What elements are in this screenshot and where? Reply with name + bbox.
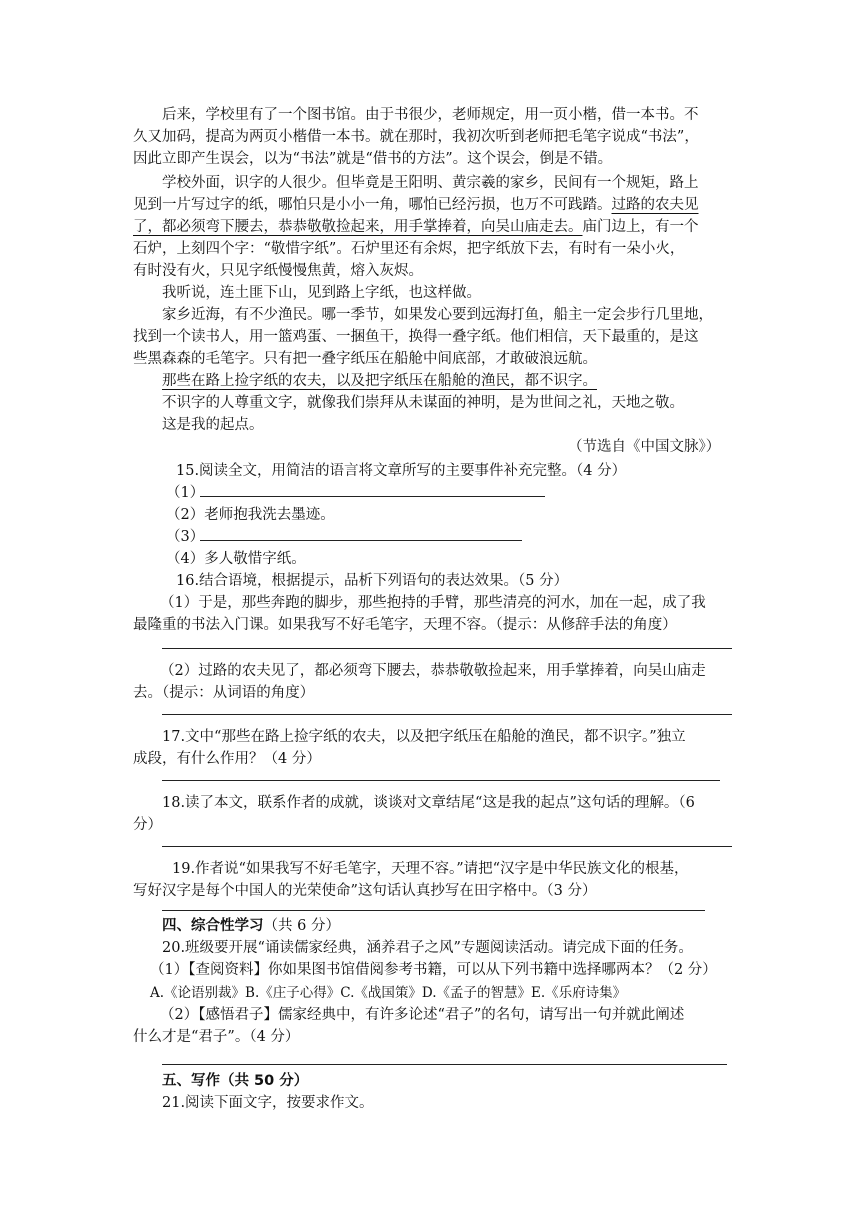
answer-label: （1）	[166, 485, 205, 501]
question-19: 写好汉字是每个中国人的光荣使命”这句话认真抄写在田字格中。（3 分）	[133, 883, 597, 899]
sub-question: （2）老师抱我洗去墨迹。	[166, 507, 335, 523]
section-heading: 五、写作（共 50 分）	[162, 1073, 309, 1089]
sub-question: 去。（提示：从词语的角度）	[133, 685, 315, 701]
text-span: 庙门边上，有一个	[582, 219, 699, 235]
text-span: 见到一片写过字的纸，哪怕只是小小一角，哪怕已经污损，也万不可践踏。	[133, 197, 612, 213]
sub-question: （2）过路的农夫见了，都必须弯下腰去，恭恭敬敬捡起来，用手掌捧着，向吴山庙走	[160, 663, 706, 679]
question-15: 15.阅读全文，用简洁的语言将文章所写的主要事件补充完整。（4 分）	[176, 463, 627, 479]
paragraph-line: 这是我的起点。	[162, 417, 264, 433]
paragraph-line: 学校外面，识字的人很少。但毕竟是王阳明、黄宗羲的家乡，民间有一个规矩，路上	[162, 175, 699, 191]
question-21: 21.阅读下面文字，按要求作文。	[162, 1095, 374, 1111]
book-options: A.《论语别裁》B.《庄子心得》C.《战国策》D.《孟子的智慧》E.《乐府诗集》	[150, 985, 627, 1001]
underlined-sentence: 过路的农夫见	[611, 197, 699, 213]
question-18: 分）	[133, 817, 162, 833]
underlined-paragraph: 那些在路上捡字纸的农夫，以及把字纸压在船舱的渔民，都不识字。	[162, 373, 597, 389]
paragraph-line: 不识字的人尊重文字，就像我们崇拜从未谋面的神明，是为世间之礼，天地之敬。	[162, 395, 684, 411]
question-17: 17.文中“那些在路上捡字纸的农夫，以及把字纸压在船舱的渔民，都不识字。”独立	[162, 729, 686, 745]
sub-question: （4）多人敬惜字纸。	[166, 551, 306, 567]
paragraph-line: 久又加码，提高为两页小楷借一本书。就在那时，我初次听到老师把毛笔字说成“书法”，	[133, 129, 699, 145]
answer-line[interactable]	[200, 540, 522, 541]
answer-line[interactable]	[162, 1064, 727, 1065]
answer-line[interactable]	[162, 780, 720, 781]
answer-label: （3）	[166, 529, 205, 545]
paragraph-line: 石炉，上刻四个字：“敬惜字纸”。石炉里还有余烬，把字纸放下去，有时有一朵小火，	[133, 241, 685, 257]
sub-question: 最隆重的书法入门课。如果我写不好毛笔字，天理不容。（提示：从修辞手法的角度）	[133, 617, 677, 633]
paragraph-line	[133, 195, 699, 215]
section-title: 四、综合性学习	[162, 918, 264, 934]
answer-line[interactable]	[200, 496, 545, 497]
answer-line[interactable]	[162, 846, 732, 847]
sub-question: （1）于是，那些奔跑的脚步，那些抱持的手臂，那些清亮的河水，加在一起，成了我	[160, 595, 706, 611]
question-18: 18.读了本文，联系作者的成就，谈谈对文章结尾“这是我的起点”这句话的理解。（6	[162, 795, 695, 811]
paragraph-line: 找到一个读书人，用一篮鸡蛋、一捆鱼干，换得一叠字纸。他们相信，天下最重的，是这	[133, 329, 699, 345]
question-16: 16.结合语境，根据提示，品析下列语句的表达效果。（5 分）	[176, 573, 569, 589]
answer-line[interactable]	[162, 714, 732, 715]
paragraph-line: 我听说，连土匪下山，见到路上字纸，也这样做。	[162, 285, 481, 301]
paragraph-line: 因此立即产生误会，以为“书法”就是“借书的方法”。这个误会，倒是不错。	[133, 151, 613, 167]
question-19: 19.作者说“如果我写不好毛笔字，天理不容。”请把“汉字是中华民族文化的根基，	[172, 861, 689, 877]
question-17: 成段，有什么作用？（4 分）	[133, 751, 321, 767]
sub-question: 什么才是“君子”。（4 分）	[133, 1029, 300, 1045]
sub-question: （2）【感悟君子】儒家经典中，有许多论述“君子”的名句，请写出一句并就此阐述	[160, 1007, 685, 1023]
paragraph-line: 有时没有火，只见字纸慢慢焦黄，熔入灰烬。	[133, 263, 423, 279]
paragraph-line: 后来，学校里有了一个图书馆。由于书很少，老师规定，用一页小楷，借一本书。不	[162, 107, 699, 123]
answer-line[interactable]	[162, 648, 732, 649]
question-20: 20.班级要开展“诵读儒家经典，涵养君子之风”专题阅读活动。请完成下面的任务。	[162, 940, 693, 956]
source-citation: （节选自《中国文脉》）	[568, 439, 721, 455]
paragraph-line: 些黑森森的毛笔字。只有把一叠字纸压在船舱中间底部，才敢破浪远航。	[133, 351, 597, 367]
section-points: （共 6 分）	[263, 918, 340, 934]
paragraph-line	[133, 217, 699, 237]
sub-question: （1）【查阅资料】你如果图书馆借阅参考书籍，可以从下列书籍中选择哪两本？（2 分）	[150, 962, 717, 978]
answer-line[interactable]	[162, 910, 705, 911]
paragraph-line: 家乡近海，有不少渔民。哪一季节，如果发心要到远海打鱼，船主一定会步行几里地，	[162, 307, 713, 323]
section-heading	[162, 916, 340, 936]
underlined-sentence: 了，都必须弯下腰去，恭恭敬敬捡起来，用手掌捧着，向吴山庙走去。	[133, 219, 583, 235]
